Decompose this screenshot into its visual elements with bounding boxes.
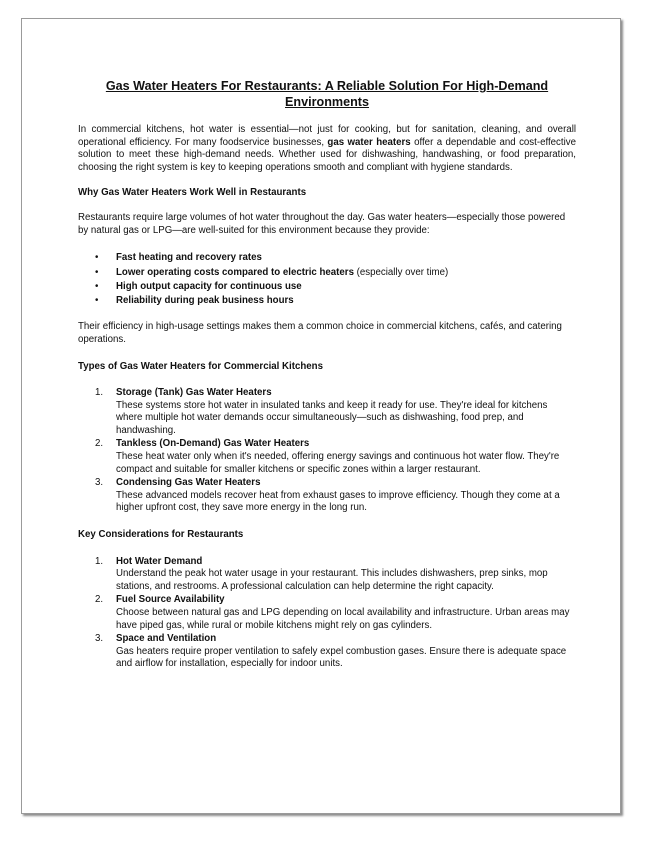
heater-types-list [78,387,576,515]
list-item [78,438,576,476]
bullet-icon: • [95,266,99,278]
list-item [78,556,576,594]
list-item [78,594,576,632]
considerations-list [78,556,576,671]
bullet-icon: • [95,295,99,307]
item-title: Hot Water Demand [116,555,203,567]
item-title: Space and Ventilation [116,633,217,645]
list-item [78,280,576,293]
bullet-bold-text: Lower operating costs compared to electric heaters [116,266,354,278]
section-why-closing: Their efficiency in high-usage settings makes them a common choice in commercial kitchens, cafés, and catering operations. [78,321,562,345]
item-title: Fuel Source Availability [116,594,225,606]
item-number: 3. [95,477,104,489]
bullet-bold-text: High output capacity for continuous use [116,280,302,292]
item-description: These heat water only when it's needed, offering energy savings and continuous hot water flow. They're compact and suitable for smaller kitchens or specific zones within a larger restaurant. [116,451,560,475]
document-content [78,78,576,683]
item-number: 3. [95,633,104,645]
intro-text-part1: In commercial kitchens, hot water is essential—not just for cooking, but for sanitation, cleaning, and overall operational efficiency. For many foodservice businesses, [78,124,576,148]
item-number: 2. [95,438,104,450]
intro-bold-term: gas water heaters [327,136,411,148]
item-title: Tankless (On-Demand) Gas Water Heaters [116,438,310,450]
bullet-bold-text: Fast heating and recovery rates [116,252,262,264]
list-item [78,266,576,279]
list-item [78,633,576,671]
document-page [21,18,621,814]
item-description: Gas heaters require proper ventilation to safely expel combustion gases. Ensure there is adequate space and airflow for installation, especially for indoor units. [116,645,567,670]
bullet-icon: • [95,280,99,292]
item-number: 1. [95,555,104,567]
item-title: Condensing Gas Water Heaters [116,477,261,489]
section-heading-considerations: Key Considerations for Restaurants [78,529,244,541]
bullet-bold-text: Reliability during peak business hours [116,295,294,307]
intro-text-part2: offer a dependable and cost-effective solution to meet these high-demand needs. Whether used for dishwashing, handwashing, or food preparation, choosing the right system is key to keeping operations smooth and compliant with hygiene standards. [78,136,576,173]
document-title: Gas Water Heaters For Restaurants: A Reliable Solution For High-Demand Environments [105,79,549,109]
item-description: Choose between natural gas and LPG depending on local availability and infrastructure. Urban areas may have piped gas, while rural or mobile kitchens might rely on gas cylinders. [116,607,570,631]
item-description: Understand the peak hot water usage in your restaurant. This includes dishwashers, prep sinks, mop stations, and restrooms. A professional calculation can help determine the right capacity. [116,568,548,592]
list-item [78,387,576,437]
list-item [78,294,576,307]
section-heading-why: Why Gas Water Heaters Work Well in Restaurants [78,187,307,199]
item-number: 2. [95,594,104,606]
item-number: 1. [95,387,104,399]
bullet-icon: • [95,252,99,264]
item-description: These systems store hot water in insulated tanks and keep it ready for use. They're ideal for kitchens where multiple hot water demands occur simultaneously—such as dishwashing, food prep, and handwashing. [116,399,548,436]
list-item [78,477,576,515]
section-why-paragraph: Restaurants require large volumes of hot water throughout the day. Gas water heaters—especially those powered by natural gas or LPG—are well-suited for this environment because they provide: [78,211,566,236]
list-item [78,251,576,264]
item-title: Storage (Tank) Gas Water Heaters [116,387,272,399]
bullet-rest-text: (especially over time) [353,266,449,278]
item-description: These advanced models recover heat from exhaust gases to improve efficiency. Though they come at a higher upfront cost, they save more energy in the long run. [116,489,560,514]
intro-paragraph [78,124,576,174]
section-heading-types: Types of Gas Water Heaters for Commercial Kitchens [78,360,323,372]
benefits-list [78,251,576,307]
